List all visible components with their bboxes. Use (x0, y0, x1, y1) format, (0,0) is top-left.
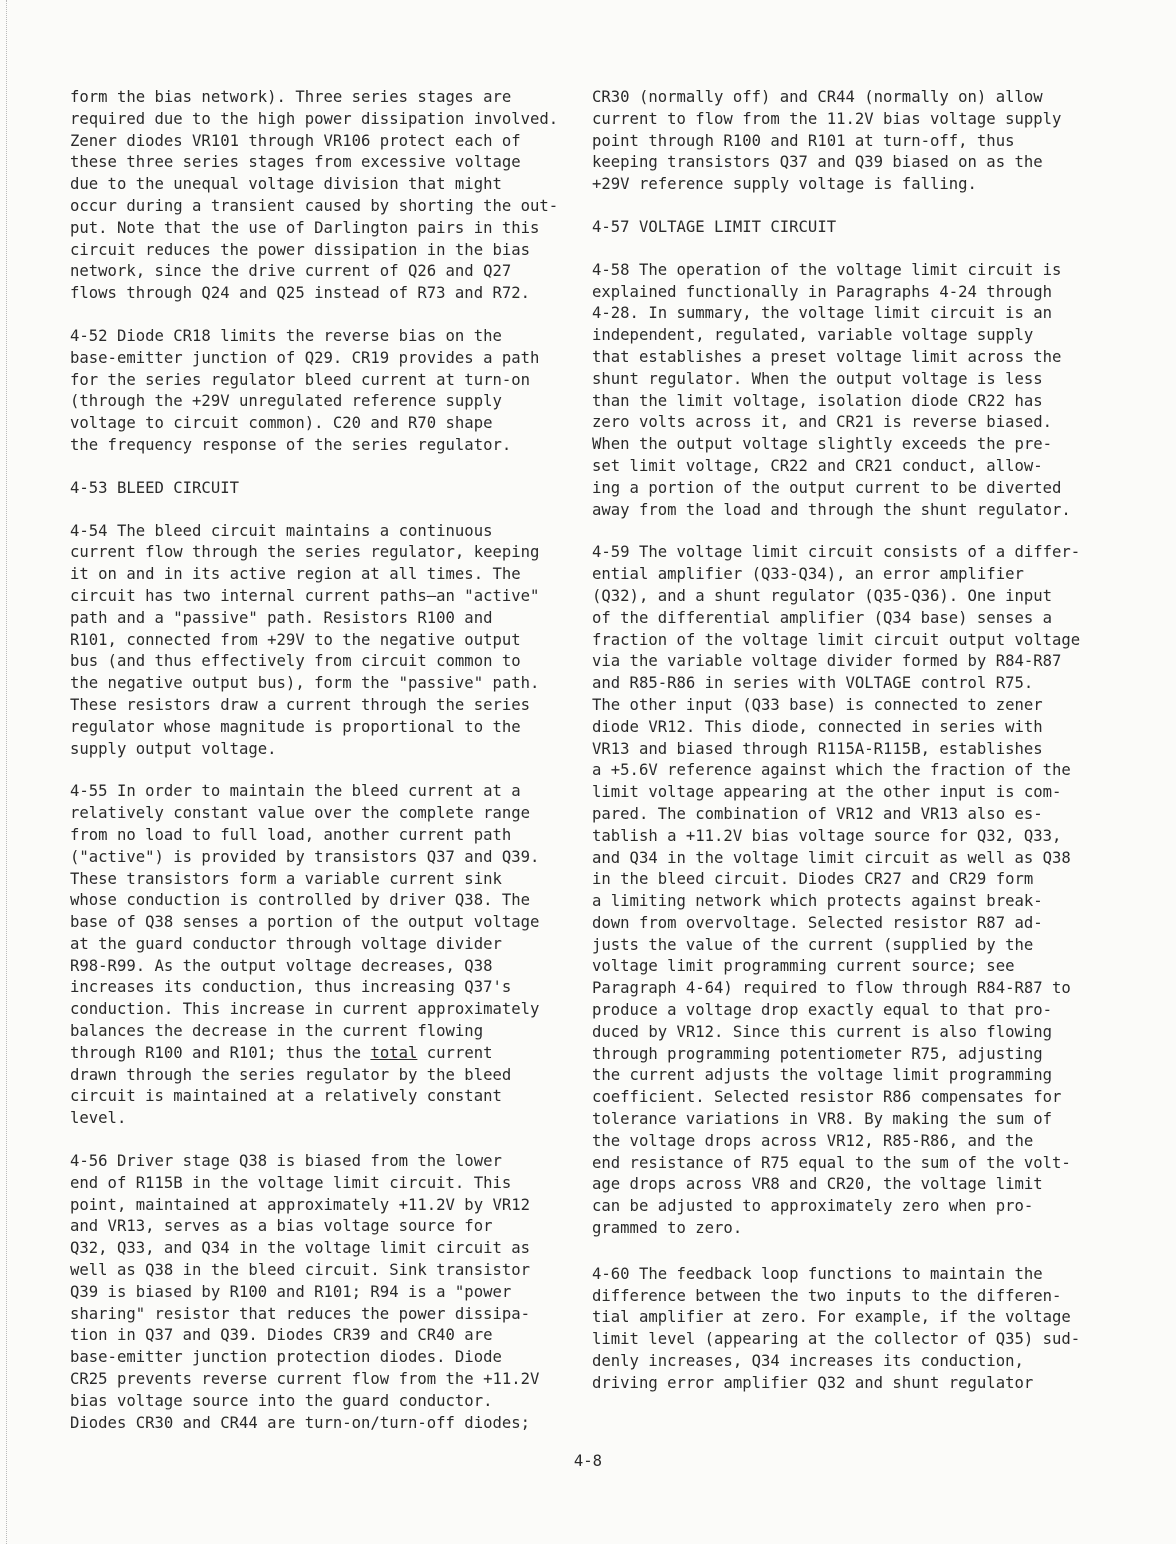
paragraph-4-55 (70, 781, 565, 1130)
heading-voltage-limit-circuit: 4-57 VOLTAGE LIMIT CIRCUIT (592, 217, 837, 236)
paragraph-4-55-text-b: current drawn through the series regulator by the bleed circuit is maintained at a relatively constant level. (70, 1043, 512, 1128)
left-column (70, 87, 565, 1455)
page-number: 4-8 (573, 1452, 603, 1470)
paragraph-4-52: 4-52 Diode CR18 limits the reverse bias on the base-emitter junction of Q29. CR19 provides a path for the series regulator bleed current at turn-on (through the +29V unregulated reference supply voltage to circuit common). C20 and R70 shape the frequency response of the series regulator. (70, 326, 540, 454)
paragraph-4-58: 4-58 The operation of the voltage limit circuit is explained functionally in Paragraphs 4-24 through 4-28. In summary, the voltage limit circuit is an independent, regulated, variable voltage supply that establishes a preset voltage limit across the shunt regulator. When the output voltage is less than the limit voltage, isolation diode CR22 has zero volts across it, and CR21 is reverse biased. When the output voltage slightly exceeds the pre- set limit voltage, CR22 and CR21 conduct, allow- ing a portion of the output current to be diverted away from the load and through the shunt regulator. (592, 260, 1071, 519)
paragraph-4-51-continued: form the bias network). Three series stages are required due to the high power dissipation involved. Zener diodes VR101 through VR106 protect each of these three series stages from excessive voltage due to the unequal voltage division that might occur during a transient caused by shorting the out- put. Note that the use of Darlington pairs in this circuit reduces the power dissipation in the bias network, since the drive current of Q26 and Q27 flows through Q24 and Q25 instead of R73 and R72. (70, 88, 559, 303)
page-left-edge (6, 0, 7, 1544)
underlined-word-total: total (370, 1043, 418, 1062)
paragraph-4-60: 4-60 The feedback loop functions to maintain the difference between the two inputs to the differen- tial amplifier at zero. For example, if the voltage limit level (appearing at the collector of Q35) sud- denly increases, Q34 increases its conduction, driving error amplifier Q32 and shunt regulator (592, 1264, 1081, 1392)
paragraph-4-56-continued: CR30 (normally off) and CR44 (normally on) allow current to flow from the 11.2V bias voltage supply point through R100 and R101 at turn-off, thus keeping transistors Q37 and Q39 biased on as the +29V reference supply voltage is falling. (592, 88, 1062, 194)
paragraph-4-59: 4-59 The voltage limit circuit consists of a differ- ential amplifier (Q33-Q34), an error amplifier (Q32), and a shunt regulator (Q35-Q36). One input of the differential amplifier (Q34 base) senses a fraction of the voltage limit circuit output voltage via the variable voltage divider formed by R84-R87 and R85-R86 in series with VOLTAGE control R75. The other input (Q33 base) is connected to zener diode VR12. This diode, connected in series with VR13 and biased through R115A-R115B, establishes a +5.6V reference against which the fraction of the limit voltage appearing at the other input is com- pared. The combination of VR12 and VR13 also es- tablish a +11.2V bias voltage source for Q32, Q33, and Q34 in the voltage limit circuit as well as Q38 in the bleed circuit. Diodes CR27 and CR29 form a limiting network which protects against break- down from overvoltage. Selected resistor R87 ad- justs the value of the current (supplied by the voltage limit programming current source; see Paragraph 4-64) required to flow through R84-R87 to produce a voltage drop exactly equal to that pro- duced by VR12. Since this current is also flowing through programming potentiometer R75, adjusting the current adjusts the voltage limit programming coefficient. Selected resistor R86 compensates for tolerance variations in VR8. By making the sum of the voltage drops across VR12, R85-R86, and the end resistance of R75 equal to the sum of the volt- age drops across VR8 and CR20, the voltage limit can be adjusted to approximately zero when pro- grammed to zero. (592, 543, 1081, 1238)
paragraph-4-56: 4-56 Driver stage Q38 is biased from the lower end of R115B in the voltage limit circuit. This point, maintained at approximately +11.2V by VR12 and VR13, serves as a bias voltage source for Q32, Q33, and Q34 in the voltage limit circuit as well as Q38 in the bleed circuit. Sink transistor Q39 is biased by R100 and R101; R94 is a "power sharing" resistor that reduces the power dissipa- tion in Q37 and Q39. Diodes CR39 and CR40 are base-emitter junction protection diodes. Diode CR25 prevents reverse current flow from the +11.2V bias voltage source into the guard conductor. Diodes CR30 and CR44 are turn-on/turn-off diodes; (70, 1152, 540, 1432)
right-column (592, 87, 1087, 1416)
paragraph-4-54: 4-54 The bleed circuit maintains a continuous current flow through the series regulator, keeping it on and in its active region at all times. The circuit has two internal current paths—an "active" path and a "passive" path. Resistors R100 and R101, connected from +29V to the negative output bus (and thus effectively from circuit common to the negative output bus), form the "passive" path. These resistors draw a current through the series regulator whose magnitude is proportional to the supply output voltage. (70, 521, 540, 758)
paragraph-4-55-text-a: 4-55 In order to maintain the bleed current at a relatively constant value over the complete range from no load to full load, another current path ("active") is provided by transistors Q37 and Q39. These transistors form a variable current sink whose conduction is controlled by driver Q38. The base of Q38 senses a portion of the output voltage at the guard conductor through voltage divider R98-R99. As the output voltage decreases, Q38 increases its conduction, thus increasing Q37's conduction. This increase in current approximately balances the decrease in the current flowing through R100 and R101; thus the (70, 782, 540, 1062)
heading-bleed-circuit: 4-53 BLEED CIRCUIT (70, 478, 239, 497)
